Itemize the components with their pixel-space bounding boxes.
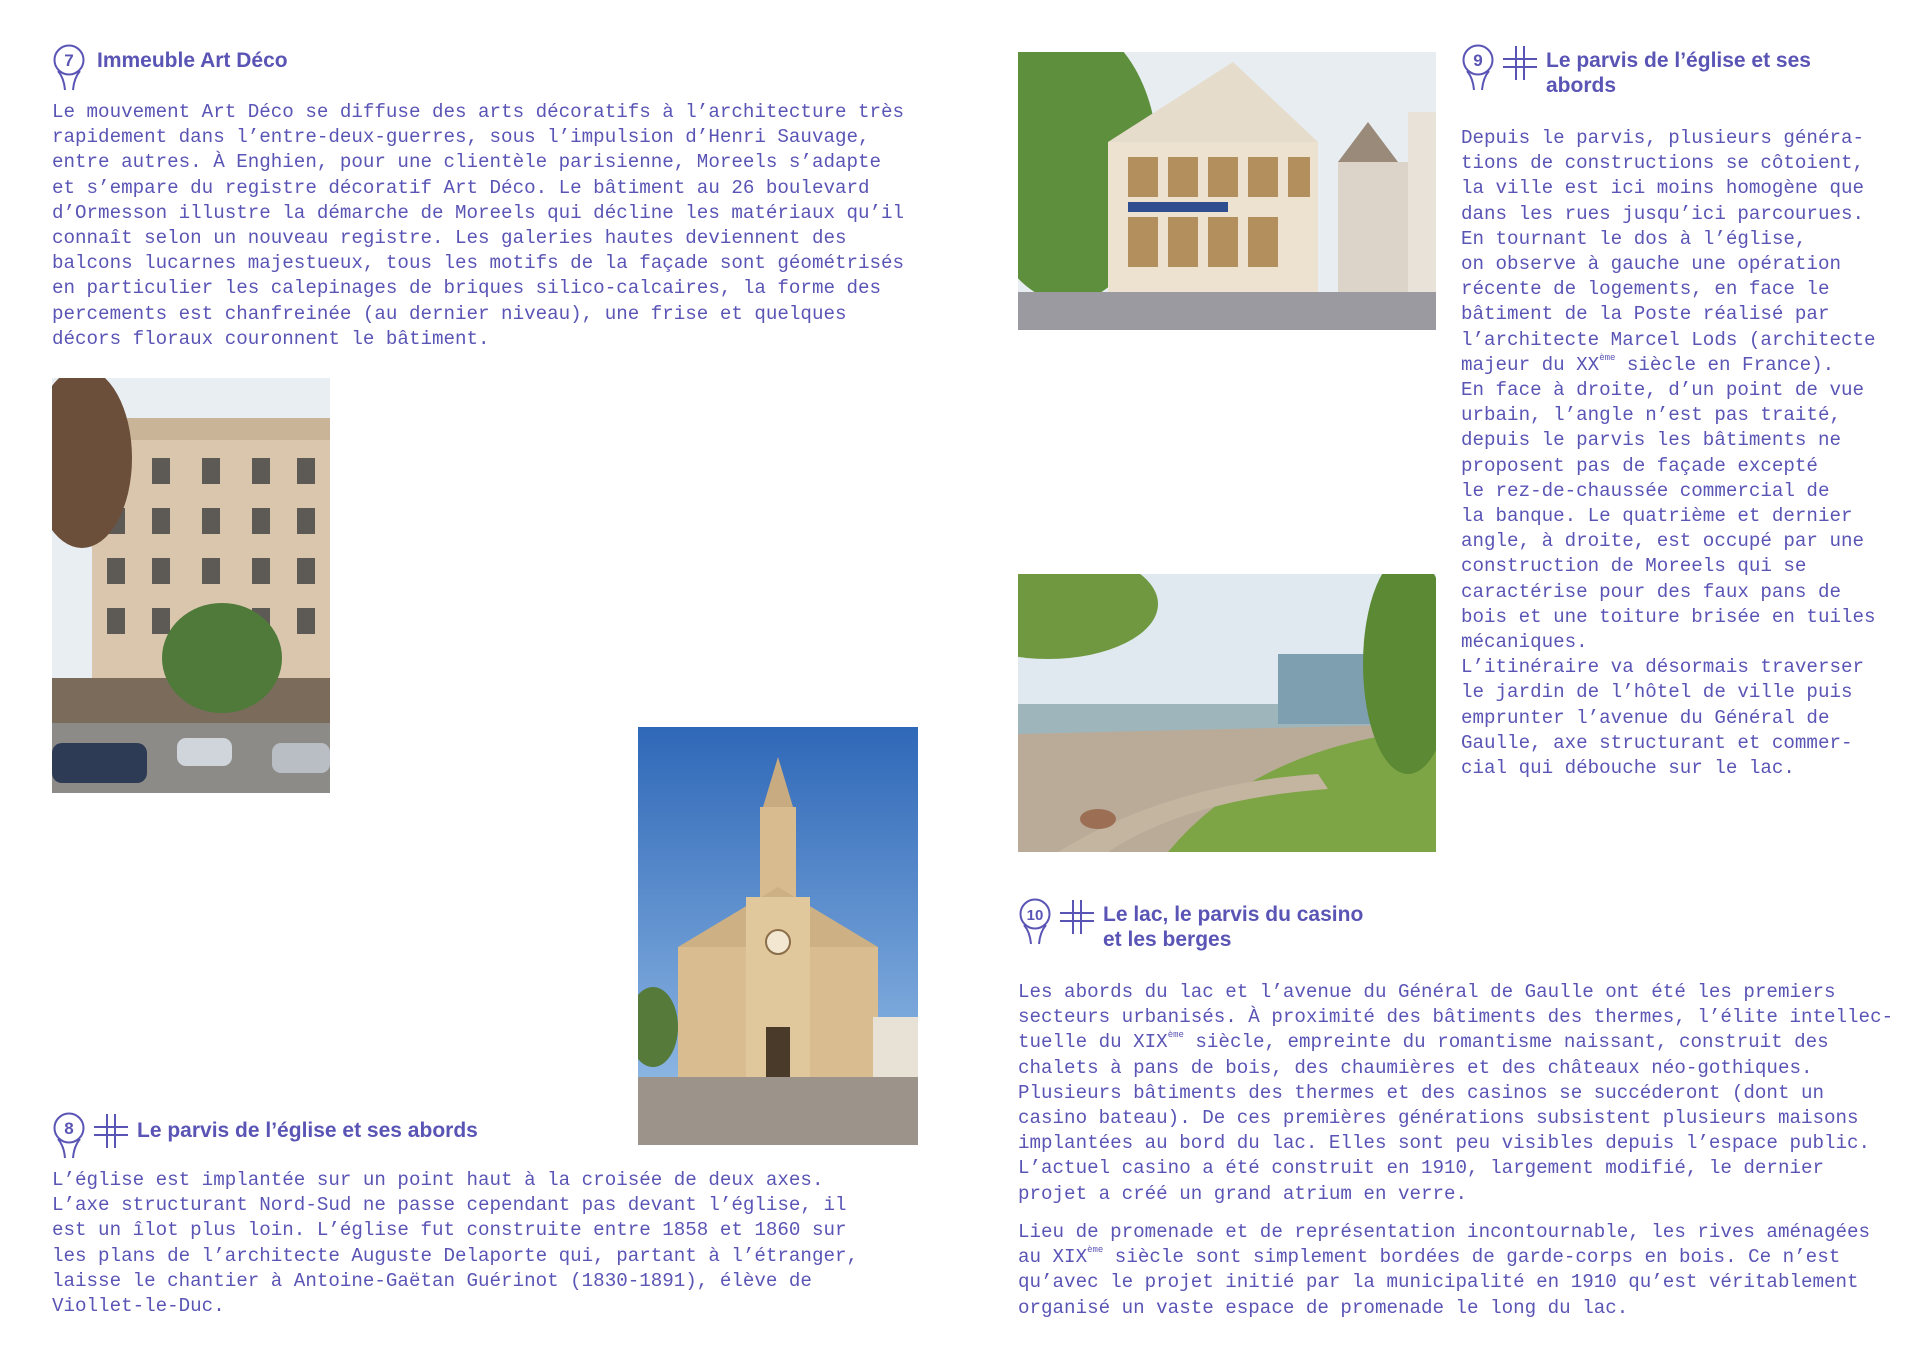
plus-cross-icon — [1060, 900, 1094, 934]
section-body-art-deco: Le mouvement Art Déco se diffuse des arts décoratifs à l’architecture très rapidement dans l’entre-deux-guerres, sous l’impulsion d’Henri Sauvage, entre autres. À Enghien, pour une clientèle parisienne, Moreels s’adapte et s’empare du registre décoratif Art Déco. Le bâtiment au 26 boulevard d’Ormesson illustre la démarche de Moreels qui décline les matériaux qu’il connaît selon un nouveau registre. Les galeries hautes deviennent des balcons lucarnes majestueux, tous les motifs de la façade sont géométrisés en particulier les calepinages de briques silico-calcaires, la forme des percements est chanfreinée (au dernier niveau), une frise et quelques décors floraux couronnent le bâtiment. — [52, 101, 905, 350]
section-title-lake: Le lac, le parvis du casino et les berges — [1103, 903, 1364, 951]
section-body-lake-p1: Les abords du lac et l’avenue du Général de Gaulle ont été les premiers secteurs urbanisés. À proximité des bâtiments des thermes, l’élite intellec- tuelle du XIXème siècle, empreinte du romantisme naissant, construit des chalets à pans de bois, des chaumières et des châteaux néo-gothiques. Plusieurs bâtiments des thermes et des casinos se succéderont (dont un casino bateau). De ces premières générations subsistent plusieurs maisons implantées au bord du lac. Elles sont peu visibles depuis l’espace public. L’actuel casino a été construit en 1910, largement modifié, le dernier projet a créé un grand atrium en verre. — [1018, 981, 1894, 1205]
section-body-church-surroundings: Depuis le parvis, plusieurs généra- tions de constructions se côtoient, la ville est ici moins homogène que dans les rues jusqu’ici parcourues. En tournant le dos à l’église, on observe à gauche une opération récente de logements, en face le bâtiment de la Poste réalisé par l’architecte Marcel Lods (architecte majeur du XXème siècle en France). En face à droite, d’un point de vue urbain, l’angle n’est pas traité, depuis le parvis les bâtiments ne proposent pas de façade excepté le rez-de-chaussée commercial de la banque. Le quatrième et dernier angle, à droite, est occupé par une construction de Moreels qui se caractérise pour des faux pans de bois et une toiture brisée en tuiles mécaniques. L’itinéraire va désormais traverser le jardin de l’hôtel de ville puis emprunter l’avenue du Général de Gaulle, axe structurant et commer- cial qui débouche sur le lac. — [1461, 127, 1876, 780]
section-number: 10 — [1026, 907, 1044, 924]
plus-cross-icon — [94, 1114, 128, 1148]
photo-lake-shore — [1018, 574, 1436, 852]
section-number: 9 — [1473, 51, 1483, 70]
map-pin-icon — [1461, 44, 1495, 92]
section-title-church-parvis: Le parvis de l’église et ses abords — [137, 1119, 478, 1142]
photo-art-deco-building — [52, 378, 330, 793]
section-number: 7 — [64, 51, 74, 70]
section-body-church-parvis: L’église est implantée sur un point haut à la croisée de deux axes. L’axe structurant Nord-Sud ne passe cependant pas devant l’église, il est un îlot plus loin. L’église fut construite entre 1858 et 1860 sur les plans de l’architecte Auguste Delaporte qui, partant à l’étranger, laisse le chantier à Antoine-Gaëtan Guérinot (1830-1891), élève de Viollet-le-Duc. — [52, 1169, 859, 1318]
section-body-lake-p2: Lieu de promenade et de représentation incontournable, les rives aménagées au XIXème siècle sont simplement bordées de garde-corps en bois. Ce n’est qu’avec le projet initié par la municipalité en 1910 qu’est véritablement organisé un vaste espace de promenade le long du lac. — [1018, 1221, 1871, 1319]
map-pin-icon — [1018, 898, 1052, 946]
section-number: 8 — [64, 1119, 74, 1138]
plus-cross-icon — [1503, 46, 1537, 80]
photo-church — [638, 727, 918, 1145]
photo-post-office — [1018, 52, 1436, 330]
section-title-church-surroundings: Le parvis de l’église et ses abords — [1546, 49, 1811, 97]
map-pin-icon — [52, 44, 86, 92]
map-pin-icon — [52, 1112, 86, 1160]
section-title-art-deco: Immeuble Art Déco — [97, 49, 288, 72]
